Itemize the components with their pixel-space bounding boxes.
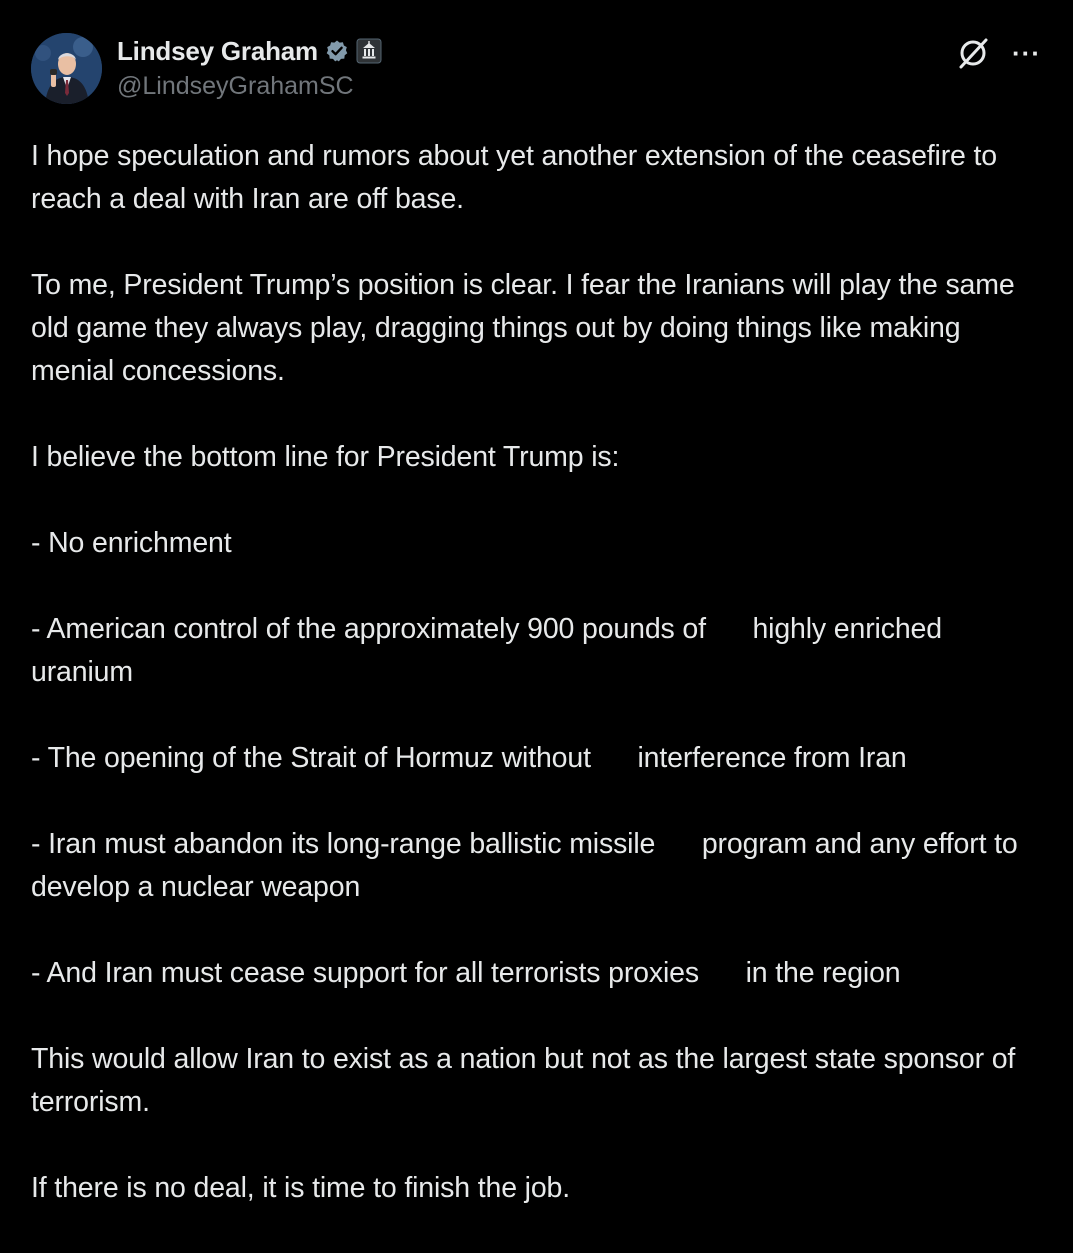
- post-paragraph: If there is no deal, it is time to finish the job.: [31, 1172, 571, 1204]
- person-at-podium-avatar-icon: [31, 33, 102, 104]
- post-paragraph: - Iran must abandon its long-range ballistic missile program and any effort to develop a nuclear weapon: [31, 828, 1026, 903]
- post-paragraph: - American control of the approximately 900 pounds of highly enriched uranium: [31, 613, 950, 688]
- post-paragraph: I believe the bottom line for President Trump is:: [31, 441, 620, 473]
- post-paragraph: To me, President Trump’s position is clear. I fear the Iranians will play the same old game they always play, dragging things out by doing things like making menial concessions.: [31, 269, 1023, 387]
- more-options-button[interactable]: ···: [1012, 38, 1041, 68]
- post-top-actions: [956, 36, 1041, 70]
- post-paragraph: I hope speculation and rumors about yet another extension of the ceasefire to reach a deal with Iran are off base.: [31, 140, 1005, 215]
- post-paragraph: - And Iran must cease support for all terrorists proxies in the region: [31, 957, 901, 989]
- post-paragraph: - The opening of the Strait of Hormuz without interference from Iran: [31, 742, 907, 774]
- author-name-row: [117, 34, 382, 68]
- author-avatar[interactable]: [31, 33, 102, 104]
- post-paragraph: This would allow Iran to exist as a nation but not as the largest state sponsor of terrorism.: [31, 1043, 1023, 1118]
- post-paragraph: - No enrichment: [31, 527, 232, 559]
- author-display-name[interactable]: Lindsey Graham: [117, 35, 318, 66]
- post-body: [31, 135, 1046, 1253]
- government-building-icon[interactable]: [356, 38, 382, 64]
- author-handle[interactable]: @LindseyGrahamSC: [117, 72, 354, 100]
- grok-icon[interactable]: [956, 36, 990, 70]
- verified-badge-icon: [325, 39, 349, 63]
